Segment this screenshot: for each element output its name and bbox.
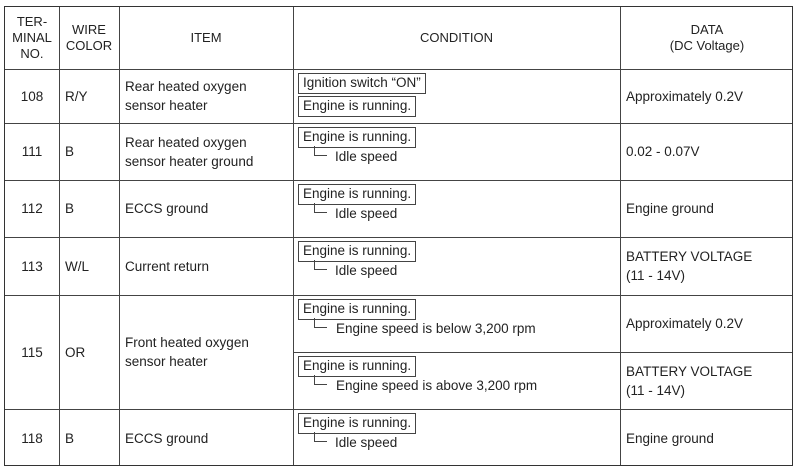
sub-condition-connector [314,432,327,442]
condition-box: Engine is running. [298,184,416,205]
terminal-number: 118 [21,430,43,446]
data-value: 0.02 - 0.07V [626,144,700,159]
terminal-data-table [4,6,793,466]
terminal-number: 108 [20,88,44,104]
wire-color: R/Y [65,88,88,104]
terminal-number: 111 [21,144,43,159]
data-value: Engine ground [626,430,714,446]
sub-condition-connector [314,146,327,156]
item-name: ECCS ground [125,430,209,446]
item-name: Rear heated oxygen sensor heater ground [125,134,254,169]
header-terminal-no: TER- MINAL NO. [12,14,52,61]
condition-box: Engine is running. [298,241,416,262]
wire-color: B [65,201,75,216]
sub-condition: Idle speed [335,263,398,278]
header-data: DATA (DC Voltage) [669,22,745,53]
sub-condition-connector [314,203,327,213]
condition-box: Engine is running. [298,356,416,377]
terminal-number: 112 [21,201,43,216]
header-item: ITEM [190,30,222,45]
wire-color: B [65,144,75,159]
sub-condition-connector [314,318,327,328]
column-divider [293,7,294,465]
sub-condition: Idle speed [335,206,398,221]
item-name: Current return [125,258,210,274]
terminal-number: 115 [21,344,43,360]
condition-box: Engine is running. [298,96,416,117]
data-value: Engine ground [626,201,714,216]
condition-box: Engine is running. [298,299,416,320]
item-name: Front heated oxygen sensor heater [125,335,249,369]
sub-condition: Idle speed [335,435,398,450]
wire-color: B [65,430,75,446]
sub-condition: Engine speed is above 3,200 rpm [336,378,538,393]
data-value: BATTERY VOLTAGE (11 - 14V) [626,249,753,283]
data-value: BATTERY VOLTAGE (11 - 14V) [626,363,753,398]
header-wire-color: WIRE COLOR [65,22,113,53]
header-condition: CONDITION [420,30,493,45]
condition-box: Engine is running. [298,413,416,434]
item-name: ECCS ground [125,201,209,216]
condition-box: Engine is running. [298,127,416,148]
wire-color: OR [65,344,86,360]
condition-box: Ignition switch “ON” [298,73,426,94]
wire-color: W/L [65,258,90,274]
sub-condition: Idle speed [335,149,398,164]
sub-condition-connector [314,260,327,270]
sub-condition: Engine speed is below 3,200 rpm [336,321,536,336]
data-value: Approximately 0.2V [626,88,744,104]
item-name: Rear heated oxygen sensor heater [125,79,247,113]
data-value: Approximately 0.2V [626,316,744,331]
terminal-number: 113 [21,258,43,274]
sub-condition-connector [314,375,327,385]
